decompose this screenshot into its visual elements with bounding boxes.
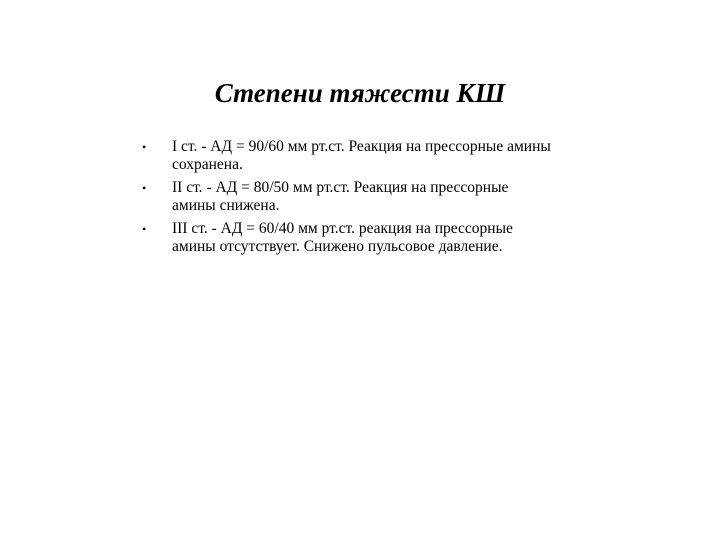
list-item <box>142 220 602 256</box>
bullet-icon: • <box>142 222 147 236</box>
list-item <box>142 179 602 215</box>
bullet-icon: • <box>142 181 147 195</box>
item-text-line: амины отсутствует. Снижено пульсовое давление. <box>172 238 503 255</box>
item-text-line: I ст. - АД = 90/60 мм рт.ст. Реакция на прессорные амины <box>172 138 551 155</box>
item-text-line: II ст. - АД = 80/50 мм рт.ст. Реакция на прессорные <box>172 179 509 196</box>
item-text-line: III ст. - АД = 60/40 мм рт.ст. реакция на прессорные <box>172 220 513 237</box>
item-text-line: амины снижена. <box>172 197 280 214</box>
bullet-icon: • <box>142 140 147 154</box>
slide-title: Степени тяжести КШ <box>214 78 506 108</box>
item-text-line: сохранена. <box>172 156 243 173</box>
list-item <box>142 138 602 174</box>
severity-list <box>142 138 602 261</box>
